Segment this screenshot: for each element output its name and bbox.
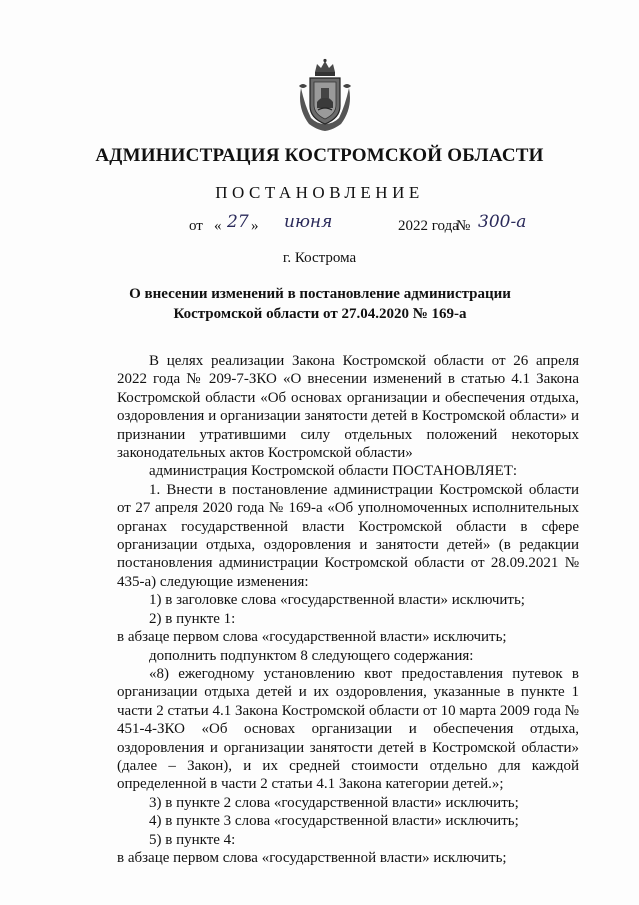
city: г. Кострома: [282, 250, 357, 266]
date-year: 2022 года: [398, 218, 459, 234]
paragraph: В целях реализации Закона Костромской области от 26 апреля 2022 года № 209-7-ЗКО «О внесении изменений в статью 4.1 Закона Костромской области «Об основах организации и обеспечения отдыха, оздоровления и организации занятости детей в Костромской области» и признании утратившими силу отдельных положений некоторых законодательных актов Костромской области»: [117, 353, 579, 462]
document-subject: [120, 284, 520, 324]
subject-line-1: О внесении изменений в постановление администрации: [129, 286, 511, 302]
close-quote: »: [251, 218, 259, 234]
handwritten-day: 27: [227, 212, 249, 232]
paragraph: «8) ежегодному установлению квот предоставления путевок в организации отдыха детей и их оздоровления, указанные в пункте 1 части 2 статьи 4.1 Закона Костромской области от 10 марта 2009 года № 451-4-ЗКО «Об основах организации и обеспечения отдыха, оздоровления и организации занятости детей в Костромской области» (далее – Закон), и их средней стоимости отдельно для каждой определенной в части 2 статьи 4.1 Закона категории детей.»;: [117, 665, 579, 793]
organization-title: АДМИНИСТРАЦИЯ КОСТРОМСКОЙ ОБЛАСТИ: [95, 145, 544, 166]
paragraph: 2) в пункте 1:: [149, 610, 236, 627]
open-quote: «: [214, 218, 222, 234]
paragraph: 4) в пункте 3 слова «государственной власти» исключить;: [149, 813, 519, 830]
paragraph: в абзаце первом слова «государственной власти» исключить;: [117, 849, 507, 866]
handwritten-month: июня: [284, 212, 333, 232]
subject-line-2: Костромской области от 27.04.2020 № 169-а: [173, 306, 467, 322]
number-label: №: [456, 218, 471, 234]
document-body: [117, 352, 579, 867]
paragraph: 1) в заголовке слова «государственной власти» исключить;: [149, 592, 525, 609]
paragraph: 1. Внести в постановление администрации Костромской области от 27 апреля 2020 года № 169-а «Об уполномоченных исполнительных органах государственной власти Костромской области в сфере организации отдыха, оздоровления и занятости детей» (в редакции постановления администрации Костромской области от 28.09.2021 № 435-а) следующие изменения:: [117, 481, 579, 590]
paragraph: 3) в пункте 2 слова «государственной власти» исключить;: [149, 794, 519, 811]
paragraph: дополнить подпунктом 8 следующего содержания:: [149, 647, 474, 664]
document-type: ПОСТАНОВЛЕНИЕ: [215, 183, 424, 202]
paragraph: администрация Костромской области ПОСТАНОВЛЯЕТ:: [149, 463, 518, 480]
paragraph: 5) в пункте 4:: [149, 831, 236, 848]
date-from-label: от: [189, 218, 203, 234]
paragraph: в абзаце первом слова «государственной власти» исключить;: [117, 629, 507, 646]
handwritten-number: 300-а: [478, 212, 527, 232]
coat-of-arms-icon: [293, 58, 357, 134]
